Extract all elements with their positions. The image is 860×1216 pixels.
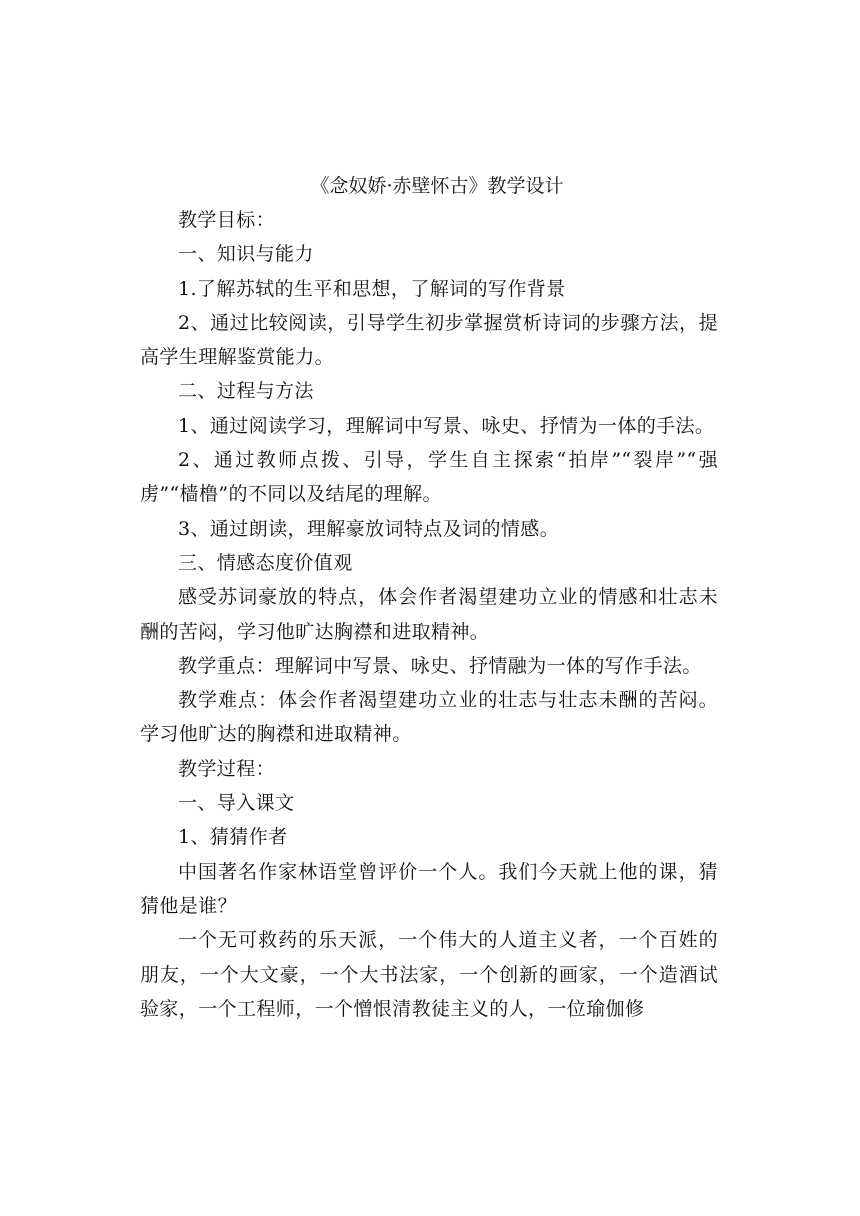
paragraph-key-point: 教学重点：理解词中写景、咏史、抒情融为一体的写作手法。 bbox=[178, 654, 702, 677]
paragraph-process-2: 2、通过教师点拨、引导，学生自主探索“拍岸”“裂岸”“强虏”“樯橹”的不同以及结尾的理解。 bbox=[140, 449, 718, 506]
paragraph-objectives-heading: 教学目标： bbox=[178, 209, 276, 231]
paragraph-process-3: 3、通过朗读，理解豪放词特点及词的情感。 bbox=[178, 517, 560, 540]
paragraph-difficulty: 教学难点：体会作者渴望建功立业的壮志与壮志未酬的苦闷。学习他旷达的胸襟和进取精神。 bbox=[140, 689, 718, 746]
document-body bbox=[140, 169, 718, 1026]
paragraph-knowledge-1: 1.了解苏轼的生平和思想，了解词的写作背景 bbox=[178, 277, 566, 300]
paragraph-process-heading: 二、过程与方法 bbox=[178, 380, 314, 403]
paragraph-knowledge-heading: 一、知识与能力 bbox=[178, 243, 314, 266]
paragraph-process-title: 教学过程： bbox=[178, 757, 276, 780]
document-title: 《念奴娇·赤壁怀古》教学设计 bbox=[310, 175, 564, 197]
paragraph-values-heading: 三、情感态度价值观 bbox=[178, 551, 353, 574]
paragraph-process-1: 1、通过阅读学习，理解词中写景、咏史、抒情为一体的手法。 bbox=[178, 414, 715, 437]
paragraph-knowledge-2: 2、通过比较阅读，引导学生初步掌握赏析诗词的步骤方法，提高学生理解鉴赏能力。 bbox=[140, 311, 718, 369]
paragraph-intro-heading: 一、导入课文 bbox=[178, 792, 295, 815]
paragraph-values-body: 感受苏词豪放的特点，体会作者渴望建功立业的情感和壮志未酬的苦闷，学习他旷达胸襟和进取精神。 bbox=[140, 586, 718, 643]
paragraph-guess-author: 1、猜猜作者 bbox=[178, 826, 288, 849]
paragraph-description: 一个无可救药的乐天派，一个伟大的人道主义者，一个百姓的朋友，一个大文豪，一个大书法家，一个创新的画家，一个造酒试验家，一个工程师，一个憎恨清教徒主义的人，一位瑜伽修 bbox=[140, 929, 718, 1020]
paragraph-lin-yutang: 中国著名作家林语堂曾评价一个人。我们今天就上他的课，猜猜他是谁？ bbox=[140, 860, 718, 917]
